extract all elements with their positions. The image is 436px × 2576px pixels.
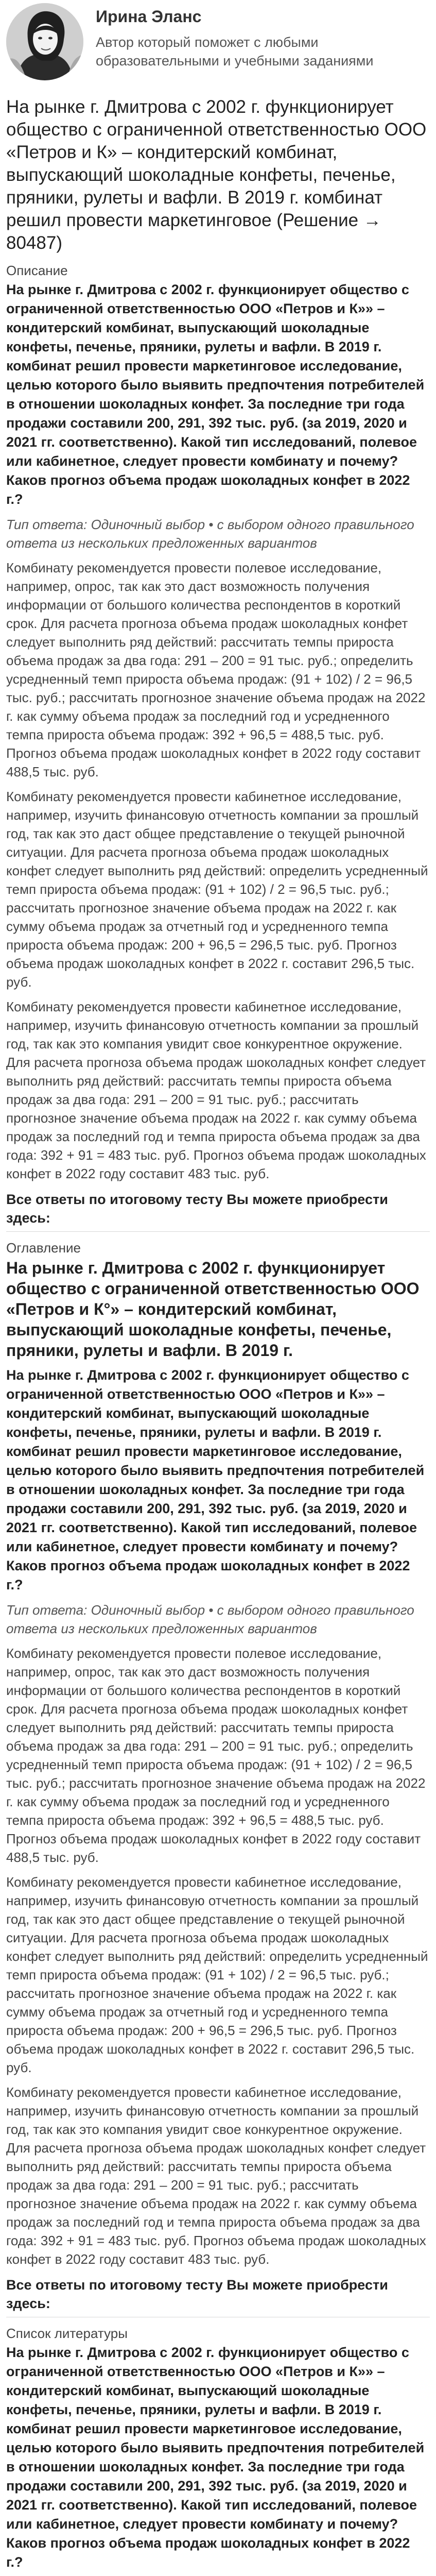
- author-block: [0, 0, 436, 82]
- section-label: Оглавление: [6, 1240, 81, 1256]
- question-heading: На рынке г. Дмитрова с 2002 г. функционирует общество с ограниченной ответственностью ООО «Петров и К°» – кондитерский комбинат, выпускающий шоколадные конфеты, печенье, пряники, рулеты и вафли. В 2019 г.: [6, 1259, 420, 1360]
- section-contents: [0, 1239, 436, 2317]
- author-name-link[interactable]: Ирина Эланс: [96, 7, 202, 26]
- section-description: [0, 262, 436, 1232]
- answer-option: Комбинату рекомендуется провести кабинетное исследование, например, изучить финансовую отчетность компании за прошлый год, так как это даст общее представление о текущей рыночной ситуации. Для расчета прогноза объема продаж шоколадных конфет следует выполнить ряд действий: определить усредненный темп прироста объема продаж: (91 + 102) / 2 = 96,5 тыс. руб.; рассчитать прогнозное значение объема продаж на 2022 г. как сумму объема продаж за отчетный год и усредненного темпа прироста объема продаж: 200 + 96,5 = 296,5 тыс. руб. Прогноз объема продаж шоколадных конфет в 2022 г. составит 296,5 тыс. руб.: [6, 1874, 428, 2075]
- page-title: На рынке г. Дмитрова с 2002 г. функционирует общество с ограниченной ответственностью ООО «Петров и К» – кондитерский комбинат, выпускающий шоколадные конфеты, печенье, пряники, рулеты и вафли. В 2019 г. комбинат решил провести маркетинговое (Решение → 80487): [6, 97, 427, 253]
- purchase-answers-link[interactable]: Все ответы по итоговому тесту Вы можете приобрести здесь:: [6, 2277, 388, 2311]
- divider: [6, 1231, 430, 1232]
- answer-option: Комбинату рекомендуется провести кабинетное исследование, например, изучить финансовую отчетность компании за прошлый год, так как это компания увидит свое конкурентное окружение. Для расчета прогноза объема продаж шоколадных конфет следует выполнить ряд действий: рассчитать темпы прироста объема продаж за два года: 291 – 200 = 91 тыс. руб.; рассчитать прогнозное значение объема продаж на 2022 г. как сумму объема продаж за последний год и темпа прироста объема продаж за два года: 392 + 91 = 483 тыс. руб. Прогноз объема продаж шоколадных конфет в 2022 году составит 483 тыс. руб.: [6, 999, 426, 1181]
- answer-option: Комбинату рекомендуется провести кабинетное исследование, например, изучить финансовую отчетность компании за прошлый год, так как это даст общее представление о текущей рыночной ситуации. Для расчета прогноза объема продаж шоколадных конфет следует выполнить ряд действий: определить усредненный темп прироста объема продаж: (91 + 102) / 2 = 96,5 тыс. руб.; рассчитать прогнозное значение объема продаж на 2022 г. как сумму объема продаж за отчетный год и усредненного темпа прироста объема продаж: 200 + 96,5 = 296,5 тыс. руб. Прогноз объема продаж шоколадных конфет в 2022 г. составит 296,5 тыс. руб.: [6, 789, 428, 990]
- section-label: Описание: [6, 263, 68, 278]
- author-description: Автор который поможет с любыми образовательными и учебными заданиями: [96, 35, 374, 69]
- avatar-portrait-icon: [6, 3, 83, 80]
- answer-type: Тип ответа: Одиночный выбор • с выбором одного правильного ответа из нескольких предложенных вариантов: [6, 1602, 414, 1636]
- purchase-answers-link[interactable]: Все ответы по итоговому тесту Вы можете приобрести здесь:: [6, 1192, 388, 1226]
- question-text: На рынке г. Дмитрова с 2002 г. функционирует общество с ограниченной ответственностью ООО «Петров и К»» – кондитерский комбинат, выпускающий шоколадные конфеты, печенье, пряники, рулеты и вафли. В 2019 г. комбинат решил провести маркетинговое исследование, целью которого было выявить предпочтения потребителей в отношении шоколадных конфет. За последние три года продажи составили 200, 291, 392 тыс. руб. (за 2019, 2020 и 2021 гг. соответственно). Какой тип исследований, полевое или кабинетное, следует провести комбинату и почему? Каков прогноз объема продаж шоколадных конфет в 2022 г.?: [6, 1367, 425, 1592]
- section-bibliography: [0, 2325, 436, 2576]
- answer-option: Комбинату рекомендуется провести кабинетное исследование, например, изучить финансовую отчетность компании за прошлый год, так как это компания увидит свое конкурентное окружение. Для расчета прогноза объема продаж шоколадных конфет следует выполнить ряд действий: рассчитать темпы прироста объема продаж за два года: 291 – 200 = 91 тыс. руб.; рассчитать прогнозное значение объема продаж на 2022 г. как сумму объема продаж за последний год и темпа прироста объема продаж за два года: 392 + 91 = 483 тыс. руб. Прогноз объема продаж шоколадных конфет в 2022 году составит 483 тыс. руб.: [6, 2084, 426, 2267]
- question-text: На рынке г. Дмитрова с 2002 г. функционирует общество с ограниченной ответственностью ООО «Петров и К»» – кондитерский комбинат, выпускающий шоколадные конфеты, печенье, пряники, рулеты и вафли. В 2019 г. комбинат решил провести маркетинговое исследование, целью которого было выявить предпочтения потребителей в отношении шоколадных конфет. За последние три года продажи составили 200, 291, 392 тыс. руб. (за 2019, 2020 и 2021 гг. соответственно). Какой тип исследований, полевое или кабинетное, следует провести комбинату и почему? Каков прогноз объема продаж шоколадных конфет в 2022 г.?: [6, 282, 425, 507]
- author-info: [96, 3, 415, 70]
- answer-option: Комбинату рекомендуется провести полевое исследование, например, опрос, так как это даст возможность получения информации от большого количества респондентов в короткий срок. Для расчета прогноза объема продаж шоколадных конфет следует выполнить ряд действий: рассчитать темпы прироста объема продаж за два года: 291 – 200 = 91 тыс. руб.; определить усредненный темп прироста объема продаж: (91 + 102) / 2 = 96,5 тыс. руб.; рассчитать прогнозное значение объема продаж на 2022 г. как сумму объема продаж за последний год и усредненного темпа прироста объема продаж: 392 + 96,5 = 488,5 тыс. руб. Прогноз объема продаж шоколадных конфет в 2022 году составит 488,5 тыс. руб.: [6, 1646, 426, 1865]
- avatar[interactable]: [6, 3, 83, 80]
- section-label: Список литературы: [6, 2326, 128, 2341]
- question-text: На рынке г. Дмитрова с 2002 г. функционирует общество с ограниченной ответственностью ООО «Петров и К»» – кондитерский комбинат, выпускающий шоколадные конфеты, печенье, пряники, рулеты и вафли. В 2019 г. комбинат решил провести маркетинговое исследование, целью которого было выявить предпочтения потребителей в отношении шоколадных конфет. За последние три года продажи составили 200, 291, 392 тыс. руб. (за 2019, 2020 и 2021 гг. соответственно). Какой тип исследований, полевое или кабинетное, следует провести комбинату и почему? Каков прогноз объема продаж шоколадных конфет в 2022 г.?: [6, 2345, 425, 2570]
- answer-type: Тип ответа: Одиночный выбор • с выбором одного правильного ответа из нескольких предложенных вариантов: [6, 517, 414, 551]
- answer-option: Комбинату рекомендуется провести полевое исследование, например, опрос, так как это даст возможность получения информации от большого количества респондентов в короткий срок. Для расчета прогноза объема продаж шоколадных конфет следует выполнить ряд действий: рассчитать темпы прироста объема продаж за два года: 291 – 200 = 91 тыс. руб.; определить усредненный темп прироста объема продаж: (91 + 102) / 2 = 96,5 тыс. руб.; рассчитать прогнозное значение объема продаж на 2022 г. как сумму объема продаж за последний год и усредненного темпа прироста объема продаж: 392 + 96,5 = 488,5 тыс. руб. Прогноз объема продаж шоколадных конфет в 2022 году составит 488,5 тыс. руб.: [6, 560, 426, 779]
